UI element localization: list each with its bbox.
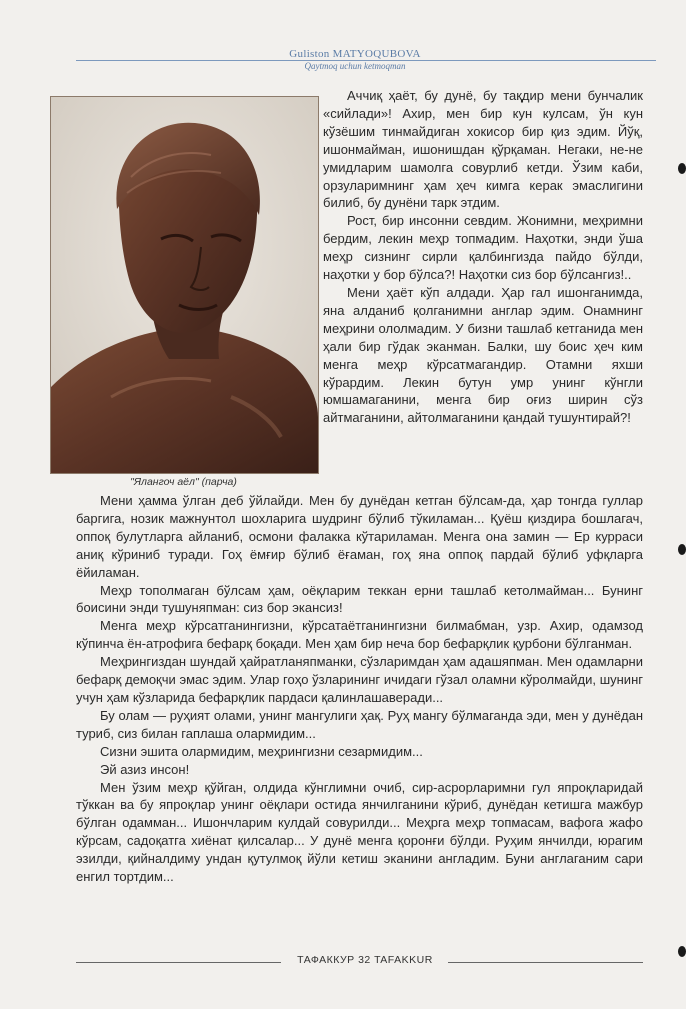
binder-hole: [678, 163, 686, 174]
sculpture-illustration: [51, 97, 318, 473]
footer-rule-left: [76, 962, 281, 963]
paragraph: Сизни эшита олармидим, меҳрингизни сезармидим...: [100, 743, 423, 759]
header-author: Guliston MATYOQUBOVA: [289, 48, 421, 60]
paragraph: Мени ҳамма ўлган деб ўйлайди. Мен бу дунёдан кетган бўлсам-да, ҳар тонгда гуллар баргига, нозик мажнунтол шохларига шудринг бўлиб тўкиламан... Қуёш қиздира бошлагач, оппоқ булутларга айланиб, осмони фалакка кўтариламан. Менга она замин — Ер курраси аниқ кўриниб туради. Гоҳ ёмғир бўлиб ёғаман, гоҳ яна оппоқ пардай бўлиб уфқларга ёйиламан.: [76, 493, 643, 580]
right-column-text: [323, 87, 643, 427]
binder-hole: [678, 946, 686, 957]
paragraph: Мен ўзим меҳр қўйган, олдида кўнглимни очиб, сир-асрорларимни гул япроқларидай тўккан ва бу япроқлар унинг оёқлари остида янчилганини кўриб, дунёдан кетишга мажбур бўлган одамман... Ишончларим кулдай совурилди... Меҳрга меҳр топмасам, вафога жафо кўрсам, садоқатга хиёнат қилсалар... У дунё менга қоронғи бўлди. Руҳим янчилди, юрагим эзилди, қийналдиму ундан қутулмоқ йўли кетиш эканини англадим. Буни англаганим сари енгил тортдим...: [76, 779, 643, 885]
paragraph: Аччиқ ҳаёт, бу дунё, бу тақдир мени бунчалик «сийлади»! Ахир, мен бир кун кулсам, ўн кун кўзёшим тинмайдиган хокисор бир қиз эдим. Йўқ, ишонмайман, ишонишдан қўрқаман. Негаки, не-не умидларим шамолга совурлиб кетди. Ўзим каби, орзуларимнинг ҳам ҳеч кимга керак эмаслигини билиб, бу дунёни тарк этдим.: [323, 88, 643, 211]
paragraph: Менга меҳр кўрсатганингизни, кўрсатаётганингизни билмабман, узр. Ахир, одамзод кўпинча ён-атрофига бефарқ боқади. Мен ҳам бир неча бор бефарқлик қурбони бўлганман.: [76, 618, 643, 652]
paragraph: Меҳрингиздан шундай ҳайратланяпманки, сўзларимдан ҳам адашяпман. Мен одамларни бефарқ демоқчи эмас эдим. Улар гоҳо ўзларининг ичидаги гўзал оламни кўролмайди, шунинг учун ҳам кўзларида бефарқлик пардаси қалинлашаверади...: [76, 654, 643, 705]
header-subtitle: Qaytmoq uchun ketmoqman: [304, 61, 406, 71]
paragraph: Бу олам — руҳият олами, унинг мангулиги ҳақ. Руҳ мангу бўлмаганда эди, мен у дунёдан туриб, сиз билан гаплаша олармидим...: [76, 707, 643, 741]
photo-caption: "Ялангоч аёл" (парча): [130, 476, 237, 488]
footer-text: ТАФАККУР 32 TAFAKKUR: [297, 954, 433, 966]
header-rule: [76, 60, 656, 61]
paragraph: Эй азиз инсон!: [100, 761, 190, 777]
page-footer: [0, 952, 686, 972]
footer-rule-right: [448, 962, 643, 963]
binder-hole: [678, 544, 686, 555]
paragraph: Меҳр тополмаган бўлсам ҳам, оёқларим теккан ерни ташлаб кетолмайман... Бунинг боисини энди тушуняпман: сиз бор экансиз!: [76, 582, 643, 616]
paragraph: Мени ҳаёт кўп алдади. Ҳар гал ишонганимда, яна алданиб қолганимни англар эдим. Онамнинг меҳрини ололмадим. У бизни ташлаб кетганида мен ҳали бир гўдак эканман. Балки, шу боис ҳеч ким менга меҳр кўрсатмагандир. Отамни яхши кўрардим. Лекин бутун умр унинг кўнгли юмшамаганини, менга бир оғиз ширин сўз айтмаганини, айтолмаганини қандай тушунтирай?!: [323, 284, 643, 426]
paragraph: Рост, бир инсонни севдим. Жонимни, меҳримни бердим, лекин меҳр топмадим. Наҳотки, энди ўша меҳр сизнинг сирли қалбингизда пайдо бўлди, наҳотки у бор бўлса?! Наҳотки сиз бор бўлсангиз!..: [323, 213, 643, 283]
full-width-text: [76, 492, 643, 886]
sculpture-photo: [50, 96, 319, 474]
